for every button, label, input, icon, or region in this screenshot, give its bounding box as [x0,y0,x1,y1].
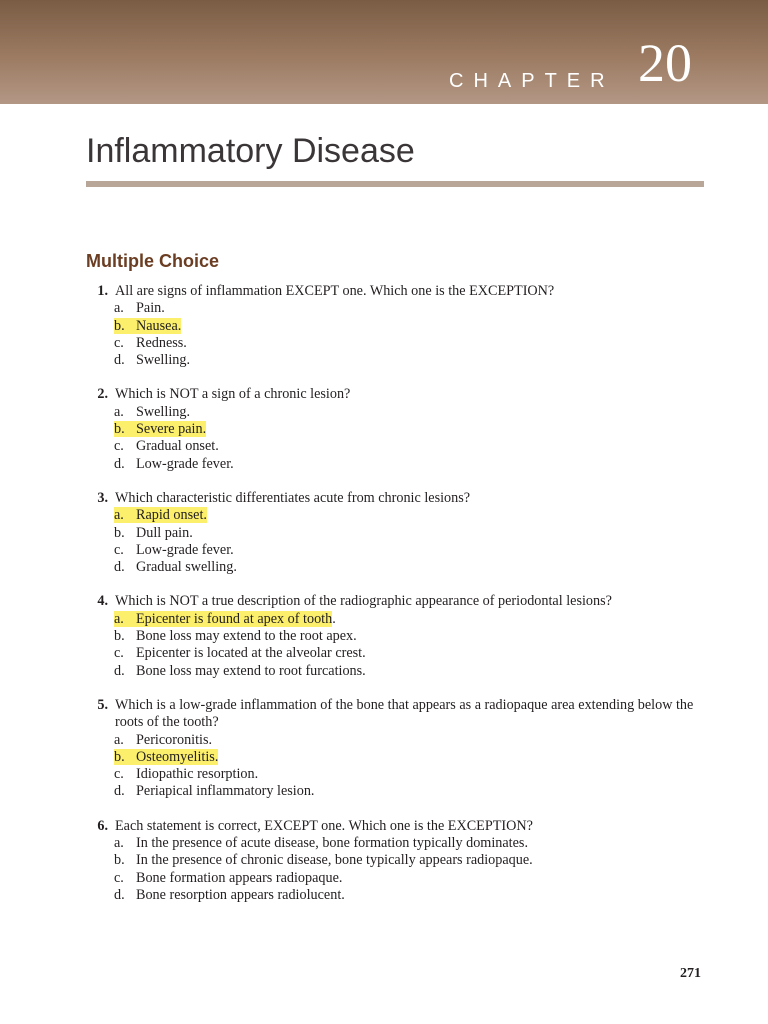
answer-option [114,835,706,852]
option-text: Severe pain. [136,421,207,438]
option-text: Gradual onset. [136,438,219,455]
answer-option [114,456,706,473]
question-1 [86,283,706,369]
answer-options [86,611,706,680]
option-text: Nausea. [136,317,182,334]
option-text: Epicenter is located at the alveolar crest. [136,645,366,662]
option-letter: d. [114,455,125,472]
chapter-banner [0,0,768,104]
answer-option [114,300,706,317]
question-text: Which characteristic differentiates acute from chronic lesions? [115,489,471,506]
answer-option [114,749,706,766]
question-3 [86,490,706,576]
option-text: In the presence of chronic disease, bone typically appears radiopaque. [136,852,533,869]
highlighted-answer [114,318,181,334]
option-letter: c. [114,334,124,351]
option-letter: c. [114,541,124,558]
option-letter: d. [114,886,125,903]
answer-options [86,300,706,369]
option-text: Swelling. [136,352,190,369]
option-letter: d. [114,352,125,369]
option-text: Periapical inflammatory lesion. [136,783,315,800]
question-list [86,283,706,921]
option-letter: b. [114,628,125,645]
highlighted-answer [114,611,332,627]
option-letter: d. [114,662,125,679]
question-text: Which is a low-grade inflammation of the bone that appears as a radiopaque area extending below the roots of the tooth? [115,696,694,731]
option-letter: d. [114,559,125,576]
option-text: Low-grade fever. [136,455,234,472]
option-text: Osteomyelitis. [136,748,219,765]
question-number: 1. [97,283,108,299]
option-text: Low-grade fever. [136,541,234,558]
question-number: 4. [97,593,108,610]
answer-option [114,438,706,455]
option-text: Swelling. [136,403,190,420]
question-text: All are signs of inflammation EXCEPT one. Which one is the EXCEPTION? [115,283,555,299]
answer-option [114,611,706,628]
answer-option [114,559,706,576]
answer-option [114,335,706,352]
question-number: 6. [97,817,108,834]
option-text: Gradual swelling. [136,559,237,576]
highlighted-answer [114,749,218,765]
option-letter: b. [114,421,125,438]
highlighted-answer [114,507,207,523]
option-text: Dull pain. [136,524,193,541]
answer-option [114,404,706,421]
title-rule [86,181,704,187]
option-letter: a. [114,835,124,852]
answer-option [114,783,706,800]
question-4 [86,593,706,679]
answer-option [114,421,706,438]
question-number: 5. [97,696,108,713]
option-text: Pericoronitis. [136,731,213,748]
option-letter: b. [114,852,125,869]
answer-option [114,732,706,749]
answer-option [114,507,706,524]
question-text: Which is NOT a true description of the radiographic appearance of periodontal lesions? [115,593,612,610]
answer-option [114,766,706,783]
answer-options [86,404,706,473]
option-text: Epicenter is found at apex of tooth [136,610,333,627]
highlighted-answer [114,421,206,437]
option-letter: a. [114,300,124,317]
option-letter: b. [114,748,125,765]
option-letter: a. [114,610,124,627]
option-letter: c. [114,645,124,662]
option-letter: a. [114,731,124,748]
chapter-title: Inflammatory Disease [86,132,415,170]
option-text: In the presence of acute disease, bone formation typically dominates. [136,835,528,852]
question-number: 3. [97,489,108,506]
answer-option [114,525,706,542]
question-2 [86,386,706,472]
section-heading: Multiple Choice [86,251,220,271]
option-text: Bone loss may extend to root furcations. [136,662,366,679]
answer-option [114,542,706,559]
option-letter: c. [114,438,124,455]
option-letter: a. [114,403,124,420]
answer-option [114,887,706,904]
option-text: Pain. [136,300,165,317]
question-text: Each statement is correct, EXCEPT one. Which one is the EXCEPTION? [115,817,533,834]
option-text: Redness. [136,334,187,351]
option-text: Rapid onset. [136,507,207,524]
option-letter: b. [114,317,125,334]
option-text: Bone formation appears radiopaque. [136,869,343,886]
option-letter: c. [114,766,124,783]
option-letter: d. [114,783,125,800]
chapter-number: 20 [638,33,692,93]
chapter-label: CHAPTER [449,70,615,92]
answer-options [86,507,706,576]
page-number: 271 [680,966,701,981]
answer-option [114,628,706,645]
answer-option [114,318,706,335]
question-text: Which is NOT a sign of a chronic lesion? [115,386,351,403]
answer-option [114,663,706,680]
answer-options [86,732,706,801]
option-suffix: . [332,610,336,627]
answer-option [114,352,706,369]
question-number: 2. [97,386,108,403]
option-text: Bone resorption appears radiolucent. [136,886,345,903]
answer-option [114,870,706,887]
option-text: Bone loss may extend to the root apex. [136,628,357,645]
option-text: Idiopathic resorption. [136,766,259,783]
option-letter: c. [114,869,124,886]
option-letter: b. [114,524,125,541]
answer-option [114,852,706,869]
option-letter: a. [114,507,124,524]
answer-option [114,645,706,662]
question-5 [86,697,706,801]
answer-options [86,835,706,904]
question-6 [86,818,706,904]
